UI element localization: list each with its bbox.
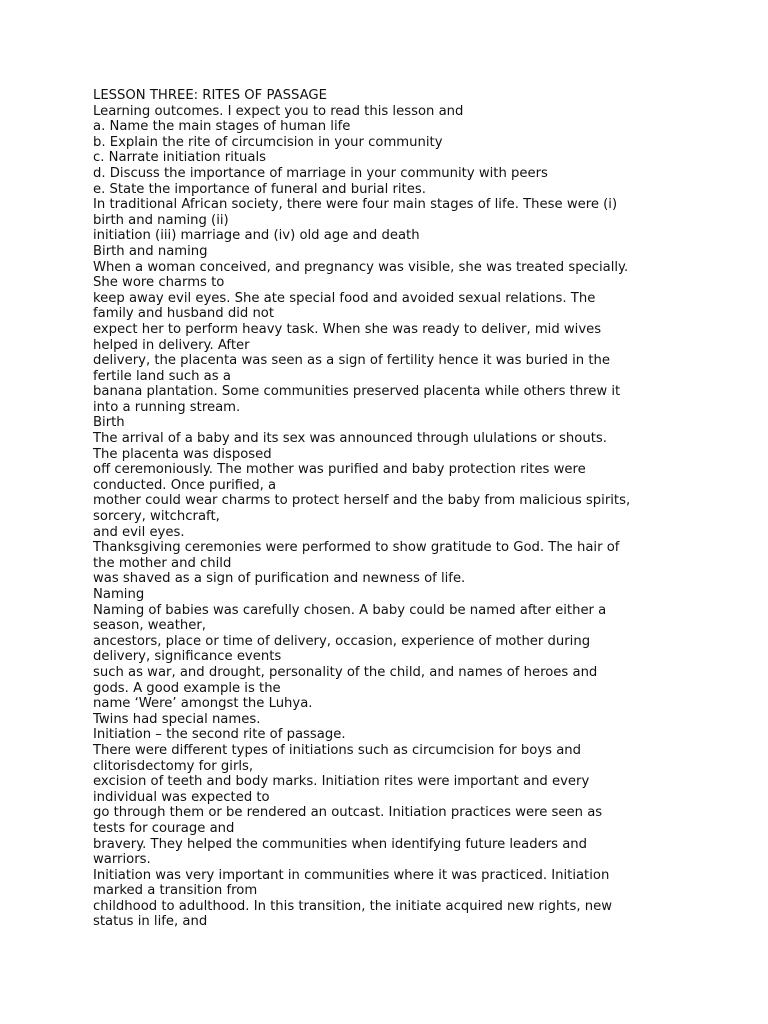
body-text-line: expect her to perform heavy task. When she was ready to deliver, mid wives xyxy=(93,321,602,337)
body-text-line: off ceremoniously. The mother was purified and baby protection rites were xyxy=(93,462,586,478)
body-text-line: keep away evil eyes. She ate special food and avoided sexual relations. The xyxy=(93,290,596,306)
body-text-line: There were different types of initiations such as circumcision for boys and xyxy=(93,742,582,758)
body-text-line: tests for courage and xyxy=(93,820,235,836)
body-text-line: go through them or be rendered an outcast. Initiation practices were seen as xyxy=(93,805,603,821)
section-heading-birth-and-naming: Birth and naming xyxy=(93,243,208,259)
body-text-line: into a running stream. xyxy=(93,399,241,415)
body-text-line: Thanksgiving ceremonies were performed to show gratitude to God. The hair of xyxy=(93,540,620,556)
body-text-line: Naming of babies was carefully chosen. A baby could be named after either a xyxy=(93,602,607,618)
body-text-line: Twins had special names. xyxy=(93,711,261,727)
outcome-item: e. State the importance of funeral and burial rites. xyxy=(93,181,426,197)
section-heading-birth: Birth xyxy=(93,415,125,431)
body-text-line: ancestors, place or time of delivery, occasion, experience of mother during xyxy=(93,633,591,649)
body-text-line: season, weather, xyxy=(93,618,206,634)
body-text-line: childhood to adulthood. In this transition, the initiate acquired new rights, new xyxy=(93,898,612,914)
body-text-line: excision of teeth and body marks. Initiation rites were important and every xyxy=(93,774,590,790)
body-text-line: bravery. They helped the communities when identifying future leaders and xyxy=(93,836,588,852)
body-text-line: name ‘Were’ amongst the Luhya. xyxy=(93,696,313,712)
lesson-title: LESSON THREE: RITES OF PASSAGE xyxy=(93,88,327,103)
learning-outcomes-intro: Learning outcomes. I expect you to read this lesson and xyxy=(93,103,464,119)
body-text-line: initiation (iii) marriage and (iv) old age and death xyxy=(93,228,420,244)
body-text-line: Initiation was very important in communities where it was practiced. Initiation xyxy=(93,867,610,883)
document-page xyxy=(93,88,693,930)
body-text-line: the mother and child xyxy=(93,555,232,571)
body-text-line: marked a transition from xyxy=(93,883,258,899)
body-text-line: warriors. xyxy=(93,852,151,868)
body-text-line: birth and naming (ii) xyxy=(93,212,229,228)
body-text-line: banana plantation. Some communities preserved placenta while others threw it xyxy=(93,384,621,400)
section-heading-naming: Naming xyxy=(93,587,145,602)
body-text-line: such as war, and drought, personality of the child, and names of heroes and xyxy=(93,664,598,680)
body-text-line: mother could wear charms to protect herself and the baby from malicious spirits, xyxy=(93,493,631,509)
section-heading-initiation: Initiation – the second rite of passage. xyxy=(93,727,346,743)
body-text-line: sorcery, witchcraft, xyxy=(93,509,220,525)
body-text-line: conducted. Once purified, a xyxy=(93,477,277,493)
outcome-item: d. Discuss the importance of marriage in your community with peers xyxy=(93,165,548,181)
body-text-line: was shaved as a sign of purification and newness of life. xyxy=(93,571,466,587)
outcome-item: c. Narrate initiation rituals xyxy=(93,150,267,166)
body-text-line: When a woman conceived, and pregnancy was visible, she was treated specially. xyxy=(93,259,629,275)
body-text-line: family and husband did not xyxy=(93,306,275,322)
body-text-line: clitorisdectomy for girls, xyxy=(93,758,254,774)
body-text-line: The placenta was disposed xyxy=(93,446,272,462)
body-text-line: gods. A good example is the xyxy=(93,680,281,696)
body-text-line: In traditional African society, there were four main stages of life. These were (i) xyxy=(93,197,618,213)
body-text-line: helped in delivery. After xyxy=(93,337,250,353)
body-text-line: individual was expected to xyxy=(93,789,270,805)
body-text-line: She wore charms to xyxy=(93,275,225,291)
body-text-line: status in life, and xyxy=(93,914,208,930)
body-text-line: delivery, significance events xyxy=(93,649,282,665)
body-text-line: fertile land such as a xyxy=(93,368,231,384)
body-text-line: delivery, the placenta was seen as a sign of fertility hence it was buried in the xyxy=(93,353,611,369)
body-text-line: The arrival of a baby and its sex was announced through ululations or shouts. xyxy=(93,431,607,447)
outcome-item: b. Explain the rite of circumcision in your community xyxy=(93,134,443,150)
outcome-item: a. Name the main stages of human life xyxy=(93,119,351,135)
body-text-line: and evil eyes. xyxy=(93,524,185,540)
